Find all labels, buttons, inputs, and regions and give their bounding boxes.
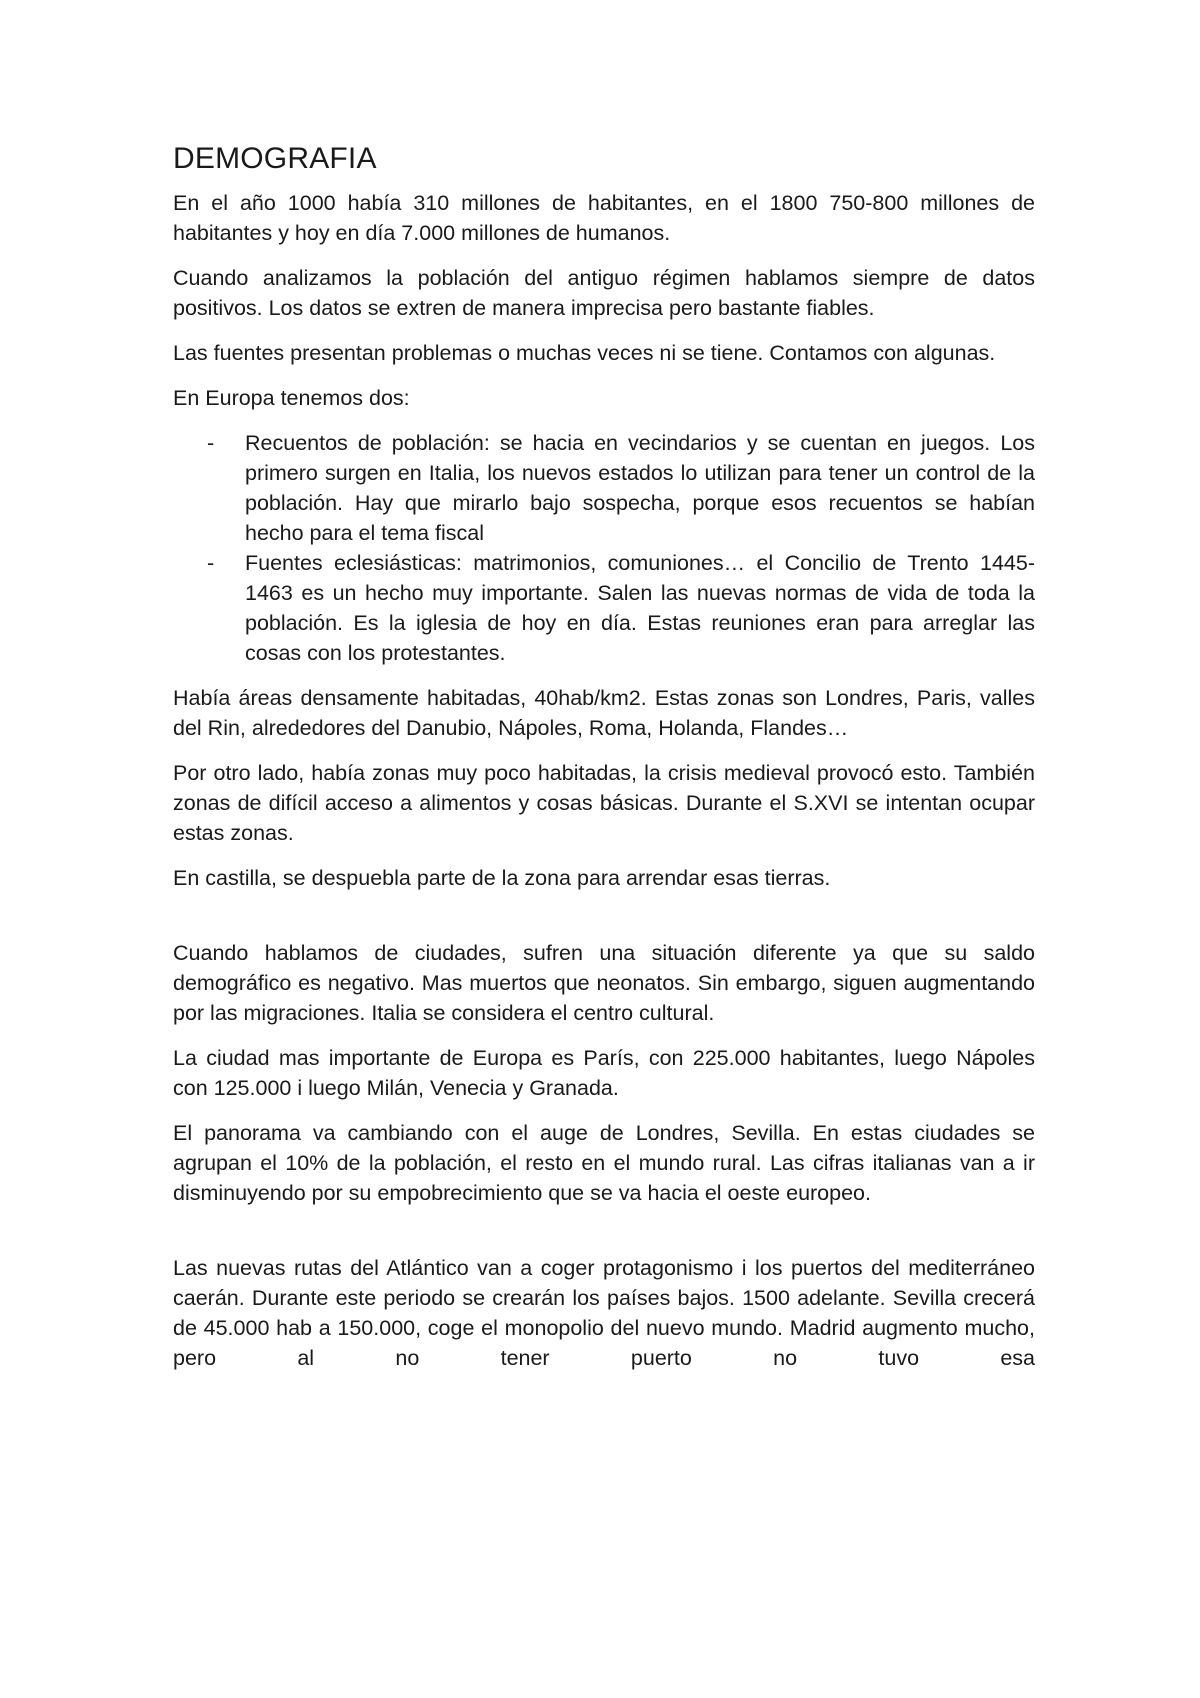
- paragraph-panorama: El panorama va cambiando con el auge de Londres, Sevilla. En estas ciudades se agrupan el 10% de la población, el resto en el mundo rural. Las cifras italianas van a ir disminuyendo por su empobrecimiento que se va hacia el oeste europeo.: [173, 1121, 1035, 1205]
- list-item-text: Fuentes eclesiásticas: matrimonios, comuniones… el Concilio de Trento 1445-1463 es un hecho muy importante. Salen las nuevas normas de vida de toda la población. Es la iglesia de hoy en día. Estas reuniones eran para arreglar las cosas con los protestantes.: [245, 551, 1035, 665]
- paragraph-europe-intro: En Europa tenemos dos:: [173, 386, 410, 410]
- list-marker: -: [207, 551, 215, 575]
- paragraph-population-figures: En el año 1000 había 310 millones de habitantes, en el 1800 750-800 millones de habitantes y hoy en día 7.000 millones de humanos.: [173, 191, 1035, 245]
- document-page: [173, 140, 1035, 1388]
- paragraph-sources: Las fuentes presentan problemas o muchas veces ni se tiene. Contamos con algunas.: [173, 341, 996, 365]
- paragraph-paris: La ciudad mas importante de Europa es París, con 225.000 habitantes, luego Nápoles con 125.000 i luego Milán, Venecia y Granada.: [173, 1046, 1035, 1100]
- paragraph-atlantic-routes: Las nuevas rutas del Atlántico van a coger protagonismo i los puertos del mediterráneo caerán. Durante este periodo se crearán los países bajos. 1500 adelante. Sevilla crecerá de 45.000 hab a 150.000, coge el monopolio del nuevo mundo. Madrid augmento mucho, pero al no tener puerto no tuvo esa: [173, 1256, 1035, 1370]
- list-item: [173, 428, 1035, 548]
- paragraph-castilla: En castilla, se despuebla parte de la zona para arrendar esas tierras.: [173, 866, 831, 890]
- paragraph-dense-areas: Había áreas densamente habitadas, 40hab/km2. Estas zonas son Londres, Paris, valles del Rin, alrededores del Danubio, Nápoles, Roma, Holanda, Flandes…: [173, 686, 1035, 740]
- paragraph-sparse-areas: Por otro lado, había zonas muy poco habitadas, la crisis medieval provocó esto. También zonas de difícil acceso a alimentos y cosas básicas. Durante el S.XVI se intentan ocupar estas zonas.: [173, 761, 1035, 845]
- sources-list: [173, 428, 1035, 668]
- blank-line: [173, 1223, 1035, 1253]
- list-item-text: Recuentos de población: se hacia en vecindarios y se cuentan en juegos. Los primero surgen en Italia, los nuevos estados lo utilizan para tener un control de la población. Hay que mirarlo bajo sospecha, porque esos recuentos se habían hecho para el tema fiscal: [245, 431, 1035, 545]
- paragraph-cities: Cuando hablamos de ciudades, sufren una situación diferente ya que su saldo demográfico es negativo. Mas muertos que neonatos. Sin embargo, siguen augmentando por las migraciones. Italia se considera el centro cultural.: [173, 941, 1035, 1025]
- list-marker: -: [207, 431, 215, 455]
- list-item: [173, 548, 1035, 668]
- document-title: DEMOGRAFIA: [173, 142, 377, 175]
- paragraph-old-regime: Cuando analizamos la población del antiguo régimen hablamos siempre de datos positivos. Los datos se extren de manera imprecisa pero bastante fiables.: [173, 266, 1035, 320]
- blank-line: [173, 908, 1035, 938]
